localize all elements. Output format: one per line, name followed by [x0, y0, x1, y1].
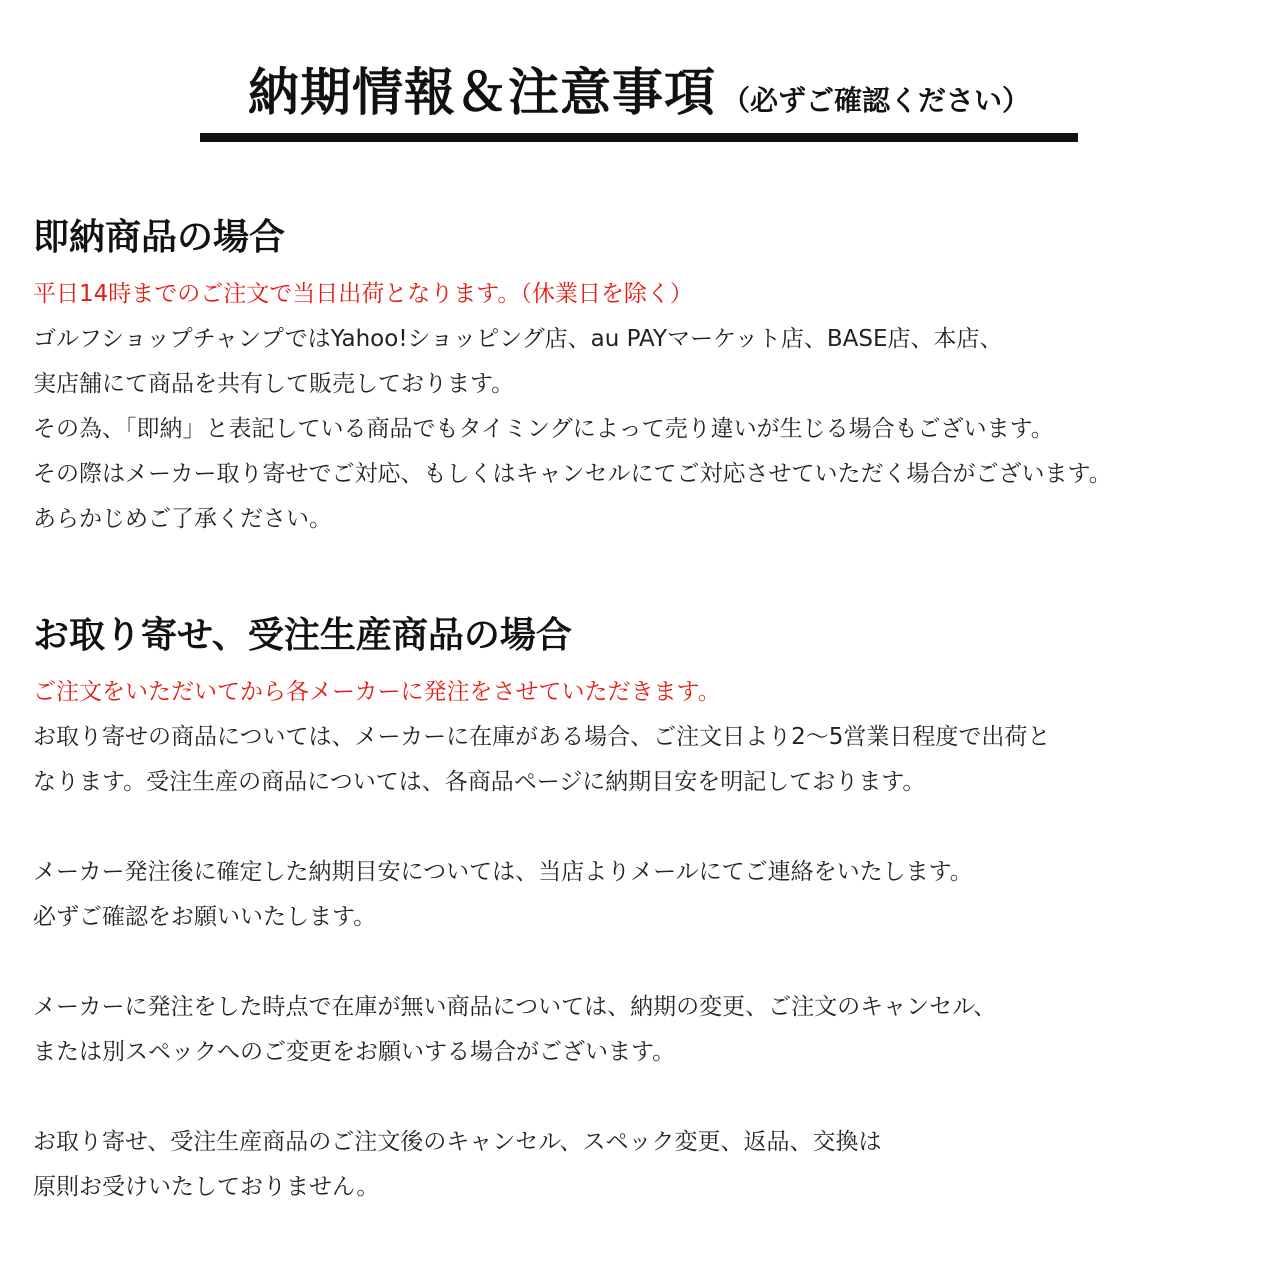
page-title-main: 納期情報＆注意事項	[247, 64, 716, 123]
body-line: 実店舗にて商品を共有して販売しております。	[33, 371, 515, 397]
body-line: あらかじめご了承ください。	[33, 506, 332, 532]
section-order-production	[33, 610, 1273, 1210]
body-line: メーカーに発注をした時点で在庫が無い商品については、納期の変更、ご注文のキャンセル、	[33, 994, 997, 1020]
body-line: その為、「即納」と表記している商品でもタイミングによって売り違いが生じる場合もございます。	[33, 416, 1054, 442]
body-line: お取り寄せ、受注生産商品のご注文後のキャンセル、スペック変更、返品、交換は	[33, 1129, 882, 1155]
body-line: 原則お受けいたしておりません。	[33, 1174, 380, 1200]
section-heading-immediate: 即納商品の場合	[33, 217, 286, 258]
paragraph-gap	[33, 1075, 1273, 1120]
section-heading-order: お取り寄せ、受注生産商品の場合	[33, 615, 572, 656]
body-line: その際はメーカー取り寄せでご対応、もしくはキャンセルにてご対応させていただく場合がございます。	[33, 461, 1112, 487]
body-line: または別スペックへのご変更をお願いする場合がございます。	[33, 1039, 676, 1065]
page-title	[200, 58, 1078, 141]
paragraph-gap	[33, 805, 1273, 850]
body-line: お取り寄せの商品については、メーカーに在庫がある場合、ご注文日より2〜5営業日程度で出荷と	[33, 724, 1051, 750]
body-line: 必ずご確認をお願いいたします。	[33, 904, 377, 930]
shipping-notice: 平日14時までのご注文で当日出荷となります。（休業日を除く）	[33, 281, 693, 307]
body-line: ゴルフショップチャンプではYahoo!ショッピング店、au PAYマーケット店、BASE店、本店、	[33, 326, 1003, 352]
title-underline	[200, 133, 1078, 142]
page-title-sub: （必ずご確認ください）	[722, 84, 1031, 117]
body-line: メーカー発注後に確定した納期目安については、当店よりメールにてご連絡をいたします。	[33, 859, 973, 885]
section-immediate-delivery	[33, 212, 1273, 542]
paragraph-gap	[33, 940, 1273, 985]
body-line: なります。受注生産の商品については、各商品ページに納期目安を明記しております。	[33, 769, 926, 795]
order-notice: ご注文をいただいてから各メーカーに発注をさせていただきます。	[33, 679, 721, 705]
page-title-block	[200, 58, 1078, 142]
